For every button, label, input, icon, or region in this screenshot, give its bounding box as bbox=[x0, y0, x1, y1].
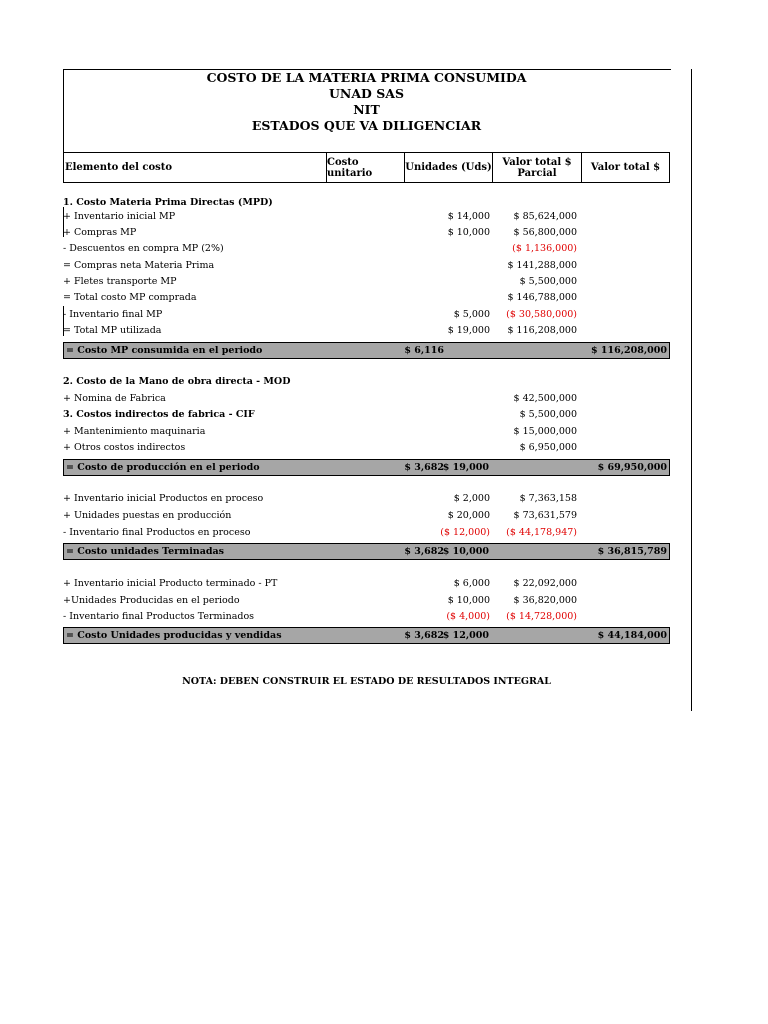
unit-cost-value: $ 3,682 bbox=[404, 462, 444, 473]
partial-value: $ 7,363,158 bbox=[519, 493, 577, 504]
table-row bbox=[63, 525, 670, 541]
row-label: 1. Costo Materia Prima Directas (MPD) bbox=[63, 197, 273, 208]
units-value: $ 10,000 bbox=[447, 595, 490, 606]
row-label: = Total costo MP comprada bbox=[63, 292, 197, 303]
page-border-right bbox=[691, 69, 692, 711]
table-row bbox=[63, 576, 670, 592]
partial-value: $ 56,800,000 bbox=[513, 227, 577, 238]
partial-value: $ 5,500,000 bbox=[519, 276, 577, 287]
row-label: - Inventario final MP bbox=[63, 309, 163, 320]
total-row bbox=[63, 543, 670, 560]
units-value: $ 12,000 bbox=[442, 630, 489, 641]
partial-value: ($ 14,728,000) bbox=[506, 611, 577, 622]
table-row bbox=[63, 491, 670, 507]
table-row bbox=[63, 241, 670, 257]
row-label: = Total MP utilizada bbox=[63, 325, 162, 336]
units-value: $ 6,000 bbox=[453, 578, 490, 589]
table-row bbox=[63, 609, 670, 625]
table-row bbox=[63, 225, 670, 241]
partial-value: ($ 30,580,000) bbox=[506, 309, 577, 320]
row-label: - Inventario final Productos en proceso bbox=[63, 527, 251, 538]
title-line-4: ESTADOS QUE VA DILIGENCIAR bbox=[251, 118, 482, 133]
note: NOTA: DEBEN CONSTRUIR EL ESTADO DE RESULTADOS INTEGRAL bbox=[182, 676, 551, 687]
partial-value: $ 146,788,000 bbox=[507, 292, 577, 303]
row-label: = Costo Unidades producidas y vendidas bbox=[66, 630, 282, 641]
partial-value: $ 116,208,000 bbox=[507, 325, 577, 336]
partial-value: $ 85,624,000 bbox=[513, 211, 577, 222]
header-unidades: Unidades (Uds) bbox=[404, 152, 492, 183]
unit-cost-value: $ 6,116 bbox=[404, 345, 444, 356]
row-label: + Unidades puestas en producción bbox=[63, 510, 232, 521]
row-label: + Inventario inicial Producto terminado - PT bbox=[63, 578, 278, 589]
units-value: $ 10,000 bbox=[442, 546, 489, 557]
row-label: = Costo MP consumida en el periodo bbox=[66, 345, 263, 356]
row-label: 3. Costos indirectos de fabrica - CIF bbox=[63, 409, 255, 420]
partial-value: $ 42,500,000 bbox=[513, 393, 577, 404]
partial-value: $ 6,950,000 bbox=[519, 442, 577, 453]
row-label: - Inventario final Productos Terminados bbox=[63, 611, 255, 622]
total-row bbox=[63, 459, 670, 476]
row-label: = Costo unidades Terminadas bbox=[66, 546, 225, 557]
table-row bbox=[63, 407, 670, 423]
table-row bbox=[63, 307, 670, 323]
partial-value: ($ 44,178,947) bbox=[506, 527, 577, 538]
total-value: $ 116,208,000 bbox=[590, 345, 667, 356]
row-label: +Unidades Producidas en el periodo bbox=[63, 595, 240, 606]
units-value: $ 10,000 bbox=[447, 227, 490, 238]
units-value: ($ 12,000) bbox=[440, 527, 490, 538]
title-line-2: UNAD SAS bbox=[329, 86, 404, 101]
total-value: $ 36,815,789 bbox=[597, 546, 667, 557]
units-value: $ 2,000 bbox=[453, 493, 490, 504]
row-label: + Fletes transporte MP bbox=[63, 276, 177, 287]
row-label: + Otros costos indirectos bbox=[63, 442, 186, 453]
units-value: $ 5,000 bbox=[453, 309, 490, 320]
row-label: + Nomina de Fabrica bbox=[63, 393, 166, 404]
partial-value: $ 141,288,000 bbox=[507, 260, 577, 271]
table-row bbox=[63, 440, 670, 456]
table-row bbox=[63, 274, 670, 290]
table-row bbox=[63, 209, 670, 225]
table-row bbox=[63, 424, 670, 440]
unit-cost-value: $ 3,682 bbox=[404, 630, 444, 641]
total-value: $ 69,950,000 bbox=[597, 462, 667, 473]
row-label: + Mantenimiento maquinaria bbox=[63, 426, 206, 437]
title-line-1: COSTO DE LA MATERIA PRIMA CONSUMIDA bbox=[206, 70, 527, 85]
row-label: 2. Costo de la Mano de obra directa - MOD bbox=[63, 376, 291, 387]
title-line-3: NIT bbox=[353, 102, 380, 117]
table-row bbox=[63, 391, 670, 407]
table-row bbox=[63, 290, 670, 306]
units-value: $ 14,000 bbox=[447, 211, 490, 222]
row-label: = Costo de producción en el periodo bbox=[66, 462, 260, 473]
header-costo-unitario: Costo unitario bbox=[326, 152, 404, 183]
header-elemento: Elemento del costo bbox=[63, 152, 326, 183]
header-valor-parcial: Valor total $ Parcial bbox=[492, 152, 581, 183]
partial-value: ($ 1,136,000) bbox=[512, 243, 577, 254]
total-value: $ 44,184,000 bbox=[597, 630, 667, 641]
table-row bbox=[63, 508, 670, 524]
row-label: + Compras MP bbox=[63, 227, 137, 238]
partial-value: $ 73,631,579 bbox=[513, 510, 577, 521]
table-row bbox=[63, 374, 670, 390]
row-label: - Descuentos en compra MP (2%) bbox=[63, 243, 224, 254]
table-row bbox=[63, 593, 670, 609]
row-label: + Inventario inicial Productos en proceso bbox=[63, 493, 264, 504]
units-value: ($ 4,000) bbox=[446, 611, 490, 622]
units-value: $ 19,000 bbox=[442, 462, 489, 473]
table-row bbox=[63, 258, 670, 274]
total-row bbox=[63, 342, 670, 359]
row-label: + Inventario inicial MP bbox=[63, 211, 176, 222]
partial-value: $ 22,092,000 bbox=[513, 578, 577, 589]
total-row bbox=[63, 627, 670, 644]
units-value: $ 19,000 bbox=[447, 325, 490, 336]
partial-value: $ 36,820,000 bbox=[513, 595, 577, 606]
table-row bbox=[63, 323, 670, 339]
partial-value: $ 15,000,000 bbox=[513, 426, 577, 437]
partial-value: $ 5,500,000 bbox=[519, 409, 577, 420]
units-value: $ 20,000 bbox=[447, 510, 490, 521]
unit-cost-value: $ 3,682 bbox=[404, 546, 444, 557]
row-label: = Compras neta Materia Prima bbox=[63, 260, 215, 271]
header-valor-total: Valor total $ bbox=[581, 152, 670, 183]
